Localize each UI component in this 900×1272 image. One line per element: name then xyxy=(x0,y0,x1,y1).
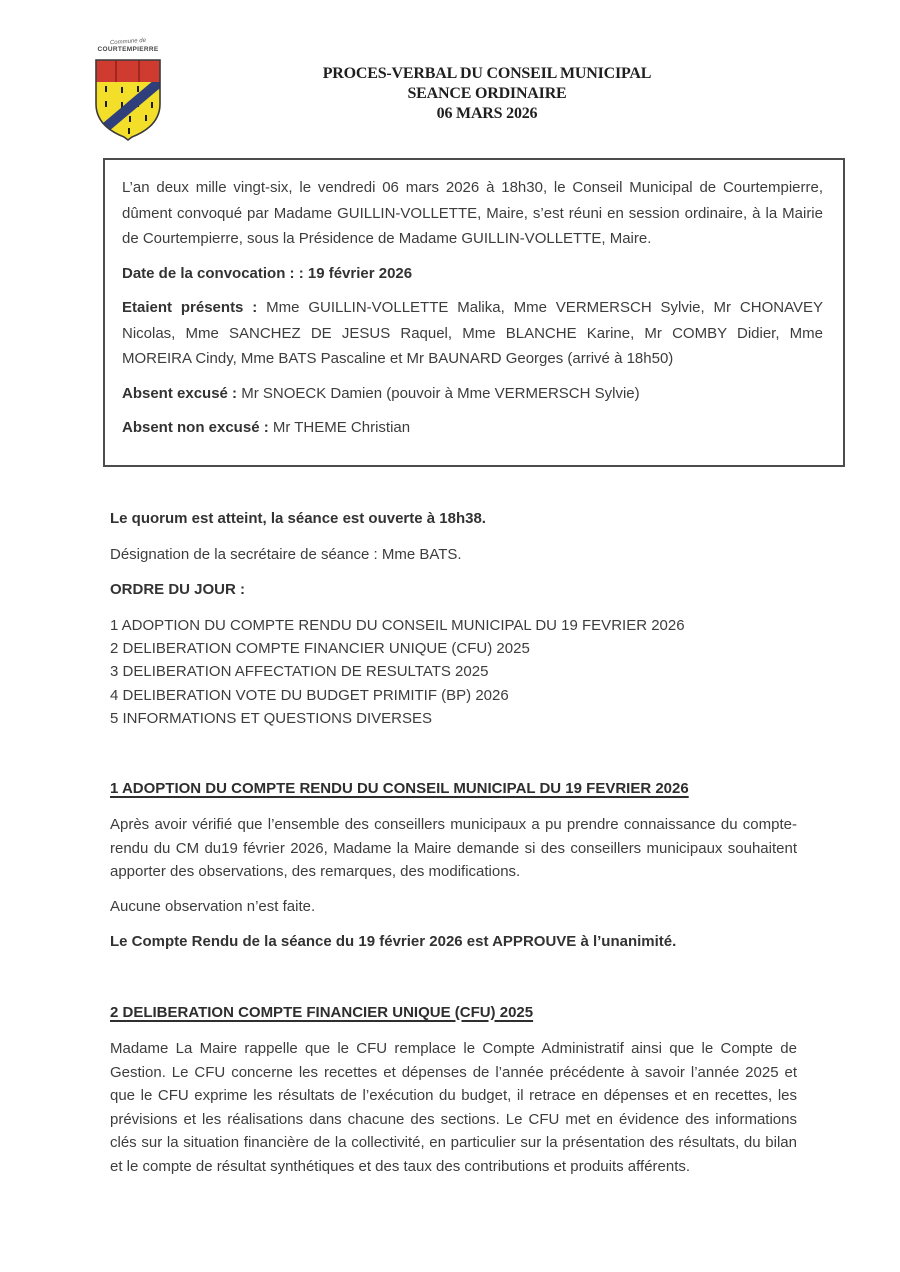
section-1-paragraph: Après avoir vérifié que l’ensemble des conseillers municipaux a pu prendre connaissance du compte-rendu du CM du19 février 2026, Madame la Maire demande si des conseillers municipaux souhaitent apporter des observations, des remarques, des modifications. xyxy=(110,816,797,881)
section-1-approval-line: Le Compte Rendu de la séance du 19 février 2026 est APPROUVE à l’unanimité. xyxy=(110,933,677,951)
section-1-observation-line: Aucune observation n’est faite. xyxy=(110,897,316,915)
absent-excused-label: Absent excusé : xyxy=(122,384,238,402)
logo-caption-line1: Commune de xyxy=(109,37,147,47)
meeting-title-line1: PROCES-VERBAL DU CONSEIL MUNICIPAL xyxy=(322,65,652,82)
session-info-box xyxy=(103,158,845,467)
meeting-title-line2: SEANCE ORDINAIRE xyxy=(407,85,567,102)
session-intro-paragraph: L’an deux mille vingt-six, le vendredi 06 mars 2026 à 18h30, le Conseil Municipal de Courtempierre, dûment convoqué par Madame GUILLIN-VOLLETTE, Maire, s’est réuni en session ordinaire, à la Mairie de Courtempierre, sous la Présidence de Madame GUILLIN-VOLLETTE, Maire. xyxy=(122,179,823,247)
presents-label: Etaient présents : xyxy=(122,299,258,316)
secretary-line: Désignation de la secrétaire de séance : Mme BATS. xyxy=(110,545,462,563)
agenda-item-3: 3 DELIBERATION AFFECTATION DE RESULTATS 2025 xyxy=(110,663,489,681)
absent-not-excused-label: Absent non excusé : xyxy=(122,419,269,436)
section-2-heading: 2 DELIBERATION COMPTE FINANCIER UNIQUE (CFU) 2025 xyxy=(110,1003,534,1021)
agenda-item-1: 1 ADOPTION DU COMPTE RENDU DU CONSEIL MUNICIPAL DU 19 FEVRIER 2026 xyxy=(110,616,685,634)
section-2-paragraph: Madame La Maire rappelle que le CFU remplace le Compte Administratif ainsi que le Compte de Gestion. Le CFU concerne les recettes et dépenses de l’année précédente à savoir l’année 2025 et que le CFU exprime les résultats de l’exécution du budget, il retrace en dépenses et en recettes, les prévisions et les réalisations dans chacune des sections. Le CFU met en évidence des informations clés sur la situation financière de la collectivité, en particulier sur la présentation des résultats, du bilan et le compte de résultat synthétiques et des taux des contributions et produits afférents. xyxy=(110,1040,797,1175)
agenda-list xyxy=(110,614,797,731)
presents-paragraph xyxy=(122,295,823,372)
meeting-title xyxy=(74,64,900,124)
section-1-heading: 1 ADOPTION DU COMPTE RENDU DU CONSEIL MUNICIPAL DU 19 FEVRIER 2026 xyxy=(110,779,689,797)
agenda-item-5: 5 INFORMATIONS ET QUESTIONS DIVERSES xyxy=(110,710,432,728)
quorum-line: Le quorum est atteint, la séance est ouverte à 18h38. xyxy=(110,510,486,527)
absent-excused-line xyxy=(122,381,823,407)
logo-caption xyxy=(86,38,170,54)
convocation-date-line: Date de la convocation : : 19 février 2026 xyxy=(122,264,413,282)
agenda-item-2: 2 DELIBERATION COMPTE FINANCIER UNIQUE (CFU) 2025 xyxy=(110,639,530,657)
minutes-body xyxy=(110,507,797,1178)
absent-excused-name: Mr SNOECK Damien (pouvoir à Mme VERMERSCH Sylvie) xyxy=(237,384,640,402)
agenda-title: ORDRE DU JOUR : xyxy=(110,581,246,598)
meeting-title-line3: 06 MARS 2026 xyxy=(436,105,538,122)
logo-caption-line2: COURTEMPIERRE xyxy=(97,46,159,53)
absent-not-excused-name: Mr THEME Christian xyxy=(268,419,411,436)
absent-not-excused-line xyxy=(122,415,823,441)
agenda-item-4: 4 DELIBERATION VOTE DU BUDGET PRIMITIF (BP) 2026 xyxy=(110,686,509,704)
presents-names: Mme GUILLIN-VOLLETTE Malika, Mme VERMERSCH Sylvie, Mr CHONAVEY Nicolas, Mme SANCHEZ DE JESUS Raquel, Mme BLANCHE Karine, Mr COMBY Didier, Mme MOREIRA Cindy, Mme BATS Pascaline et Mr BAUNARD Georges (arrivé à 18h50) xyxy=(122,299,823,367)
